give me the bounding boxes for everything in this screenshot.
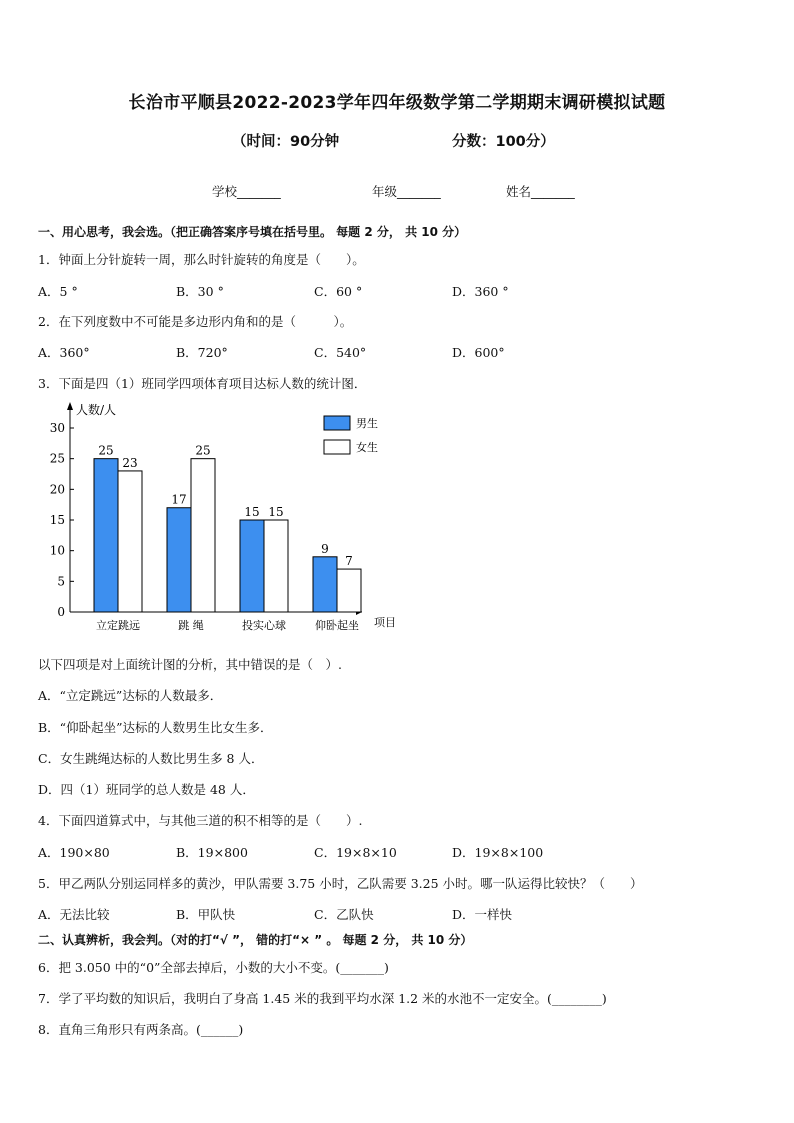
y-tick-label: 25: [50, 451, 65, 466]
q4-option-d: D．19×8×100: [452, 845, 544, 860]
bar-boys: [313, 557, 337, 612]
q5-option-d: D．一样快: [452, 907, 513, 922]
bar-value-label: 9: [321, 541, 329, 556]
question-4: 4．下面四道算式中，与其他三道的积不相等的是（ ）.: [38, 813, 363, 828]
bar-value-label: 17: [171, 492, 187, 507]
bar-value-label: 7: [345, 554, 353, 569]
q5-option-b: B．甲队快: [176, 907, 236, 922]
bar-girls: [337, 569, 361, 612]
x-tick-label: 立定跳远: [96, 619, 140, 632]
q4-option-a: A．190×80: [38, 845, 110, 860]
q2-option-d: D．600°: [452, 345, 505, 360]
legend-swatch-girls: [324, 440, 350, 454]
legend-label: 女生: [356, 441, 378, 454]
section-2-heading: 二、认真辨析，我会判。（对的打“√ ”， 错的打“× ” 。 每题 2 分， 共 10 分）: [38, 933, 473, 947]
grade-field: 年级_______: [372, 184, 441, 199]
x-tick-label: 跳 绳: [178, 619, 204, 632]
x-axis-label: 项目: [374, 616, 396, 629]
x-tick-label: 投实心球: [242, 619, 286, 632]
name-field: 姓名_______: [506, 184, 575, 199]
q1-option-b: B．30 °: [176, 284, 224, 299]
question-5: 5．甲乙两队分别运同样多的黄沙，甲队需要 3.75 小时，乙队需要 3.25 小时。哪一队运得比较快？（ ）: [38, 876, 643, 891]
q4-option-c: C．19×8×10: [314, 845, 397, 860]
q1-option-c: C．60 °: [314, 284, 363, 299]
bar-girls: [118, 471, 142, 612]
q1-option-d: D．360 °: [452, 284, 509, 299]
x-tick-label: 仰卧起坐: [315, 619, 359, 632]
bar-value-label: 15: [268, 505, 284, 519]
bar-boys: [167, 508, 191, 612]
question-6: 6．把 3.050 中的“0”全部去掉后，小数的大小不变。(_______): [38, 960, 389, 975]
q2-option-c: C．540°: [314, 345, 367, 360]
exam-score: 分数：100分）: [452, 134, 555, 150]
legend-label: 男生: [356, 417, 378, 430]
y-tick-label: 30: [50, 421, 65, 435]
y-tick-label: 20: [50, 482, 65, 497]
q3-option-b: B．“仰卧起坐”达标的人数男生比女生多．: [38, 720, 273, 735]
question-1: 1．钟面上分针旋转一周，那么时针旋转的角度是（ ）。: [38, 252, 365, 267]
bar-boys: [94, 459, 118, 612]
exam-title: 长治市平顺县2022-2023学年四年级数学第二学期期末调研模拟试题: [128, 93, 666, 113]
bar-chart: [50, 398, 420, 638]
q5-option-a: A．无法比较: [38, 907, 110, 922]
question-3-followup: 以下四项是对上面统计图的分析，其中错误的是（ ）.: [38, 657, 342, 672]
q1-option-a: A．5 °: [38, 284, 78, 299]
y-tick-label: 5: [57, 574, 65, 589]
section-1-heading: 一、用心思考，我会选。（把正确答案序号填在括号里。 每题 2 分， 共 10 分）: [38, 225, 467, 239]
y-tick-label: 15: [50, 513, 65, 527]
bar-girls: [191, 459, 215, 612]
bar-value-label: 23: [122, 455, 138, 470]
q3-option-d: D．四（1）班同学的总人数是 48 人．: [38, 782, 255, 797]
question-8: 8．直角三角形只有两条高。(______): [38, 1022, 244, 1037]
q5-option-c: C．乙队快: [314, 907, 374, 922]
question-3: 3．下面是四（1）班同学四项体育项目达标人数的统计图．: [38, 376, 367, 391]
q4-option-b: B．19×800: [176, 845, 248, 860]
q2-option-b: B．720°: [176, 345, 228, 360]
legend-swatch-boys: [324, 416, 350, 430]
y-tick-label: 10: [50, 543, 65, 558]
q3-option-c: C．女生跳绳达标的人数比男生多 8 人．: [38, 751, 264, 766]
exam-time: （时间：90分钟: [232, 134, 340, 150]
q3-option-a: A．“立定跳远”达标的人数最多．: [38, 688, 223, 703]
school-field: 学校_______: [212, 184, 281, 199]
bar-girls: [264, 520, 288, 612]
bar-value-label: 25: [98, 443, 114, 458]
q2-option-a: A．360°: [38, 345, 90, 360]
question-2: 2．在下列度数中不可能是多边形内角和的是（ ）。: [38, 314, 353, 329]
bar-value-label: 25: [195, 443, 211, 458]
y-axis-label: 人数/人: [76, 403, 117, 417]
bar-boys: [240, 520, 264, 612]
y-axis-arrow: [67, 402, 73, 410]
bar-value-label: 15: [244, 505, 260, 519]
question-7: 7．学了平均数的知识后，我明白了身高 1.45 米的我到平均水深 1.2 米的水池不一定安全。(________): [38, 991, 607, 1006]
y-tick-label: 0: [57, 605, 65, 619]
